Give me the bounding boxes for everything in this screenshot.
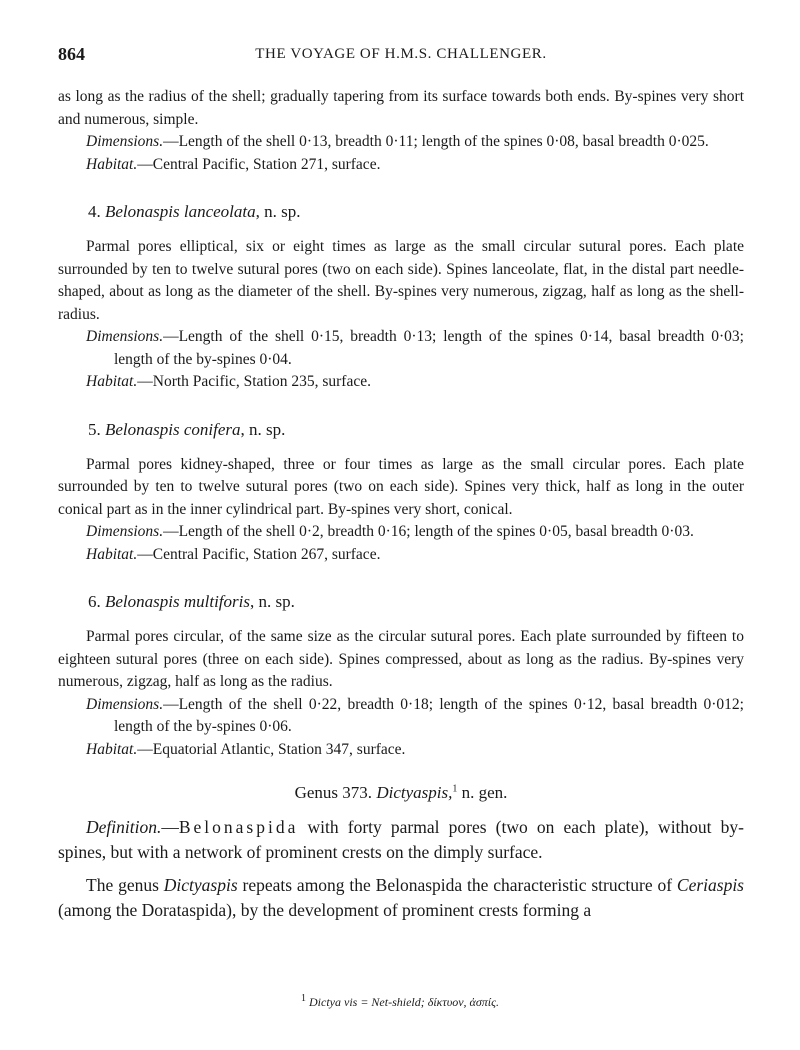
footnote: $^1$ Dictya vis = Net-shield; δίκτυον, ἀσπίς. xyxy=(301,993,499,1009)
species-entry xyxy=(58,420,744,567)
dimensions-value: Length of the shell 0·13, breadth 0·11; length of the spines 0·08, basal breadth 0·025. xyxy=(178,133,709,150)
footnote-text: Dictya vis = Net-shield; δίκτυον, ἀσπίς. xyxy=(309,995,499,1009)
species-heading: 5. Belonaspis conifera, n. sp. xyxy=(88,419,286,439)
species-entry xyxy=(58,592,744,761)
species-description: Parmal pores kidney-shaped, three or four times as large as the small circular pores. Each plate surrounded by ten to twelve sutural pores (two on each side). Spines very thick, half as long in the outer conical part as in the inner cylindrical part. By-spines very short, conical. xyxy=(58,455,744,518)
running-title: THE VOYAGE OF H.M.S. CHALLENGER. xyxy=(255,46,547,62)
habitat-value: Central Pacific, Station 271, surface. xyxy=(152,155,381,173)
species-entry xyxy=(58,202,744,394)
genus-paragraph: The genus Dictyaspis repeats among the Belonaspida the characteristic structure of Ceriaspis (among the Dorataspida), by the development of prominent crests forming a xyxy=(58,875,744,920)
intro-text: as long as the radius of the shell; gradually tapering from its surface towards both ends. By-spines very short and numerous, simple. xyxy=(58,88,744,128)
page-number: 864 xyxy=(58,44,85,64)
species-habitat: Habitat.—North Pacific, Station 235, surface. xyxy=(86,373,371,390)
definition-label: Definition. xyxy=(86,817,162,837)
intro-dimensions: Dimensions.—Length of the shell 0·13, breadth 0·11; length of the spines 0·08, basal breadth 0·025. xyxy=(86,133,709,150)
habitat-label: Habitat. xyxy=(86,155,138,173)
intro-block xyxy=(58,86,744,176)
genus-definition: Definition.—Belonaspida with forty parmal pores (two on each plate), without by-spines, but with a network of prominent crests on the dimply surface. xyxy=(58,817,745,862)
species-habitat: Habitat.—Central Pacific, Station 267, surface. xyxy=(86,545,381,563)
definition-group: Belonaspida xyxy=(178,817,299,837)
species-dimensions: Dimensions.—Length of the shell 0·2, breadth 0·16; length of the spines 0·05, basal breadth 0·03. xyxy=(86,523,694,540)
species-heading: 4. Belonaspis lanceolata, n. sp. xyxy=(88,202,301,221)
species-name: Belonaspis conifera xyxy=(105,419,241,439)
species-name: Belonaspis multiforis xyxy=(105,592,250,611)
species-name: Belonaspis lanceolata xyxy=(105,202,256,221)
species-description: Parmal pores circular, of the same size as the circular sutural pores. Each plate surrounded by fifteen to eighteen sutural pores (three on each side). Spines compressed, about as long as the radius. By-spines very numerous, zigzag, half as long as the radius. xyxy=(58,628,744,690)
genus-section xyxy=(58,815,744,923)
intro-habitat: Habitat.—Central Pacific, Station 271, surface. xyxy=(86,155,381,173)
species-heading: 6. Belonaspis multiforis, n. sp. xyxy=(88,592,295,611)
species-dimensions: Dimensions.—Length of the shell 0·22, breadth 0·18; length of the spines 0·12, basal breadth 0·012; length of the by-spines 0·06. xyxy=(86,695,744,735)
genus-heading: Genus 373. Dictyaspis,$^1$ n. gen. xyxy=(294,783,508,802)
species-description: Parmal pores elliptical, six or eight times as large as the small circular sutural pores. Each plate surrounded by ten to twelve sutural pores (two on each side). Spines lanceolate, flat, in the distal part needle-shaped, about as long as the diameter of the shell. By-spines very numerous, zigzag, half as long as the shell-radius. xyxy=(58,238,744,323)
genus-name: Dictyaspis, xyxy=(376,783,453,802)
species-habitat: Habitat.—Equatorial Atlantic, Station 347, surface. xyxy=(86,740,406,758)
page-body xyxy=(58,86,744,923)
species-dimensions: Dimensions.—Length of the shell 0·15, breadth 0·13; length of the spines 0·14, basal breadth 0·03; length of the by-spines 0·04. xyxy=(86,328,744,368)
page-header xyxy=(58,44,744,68)
dimensions-label: Dimensions. xyxy=(86,133,164,150)
footnote-marker: 1 xyxy=(452,783,458,795)
